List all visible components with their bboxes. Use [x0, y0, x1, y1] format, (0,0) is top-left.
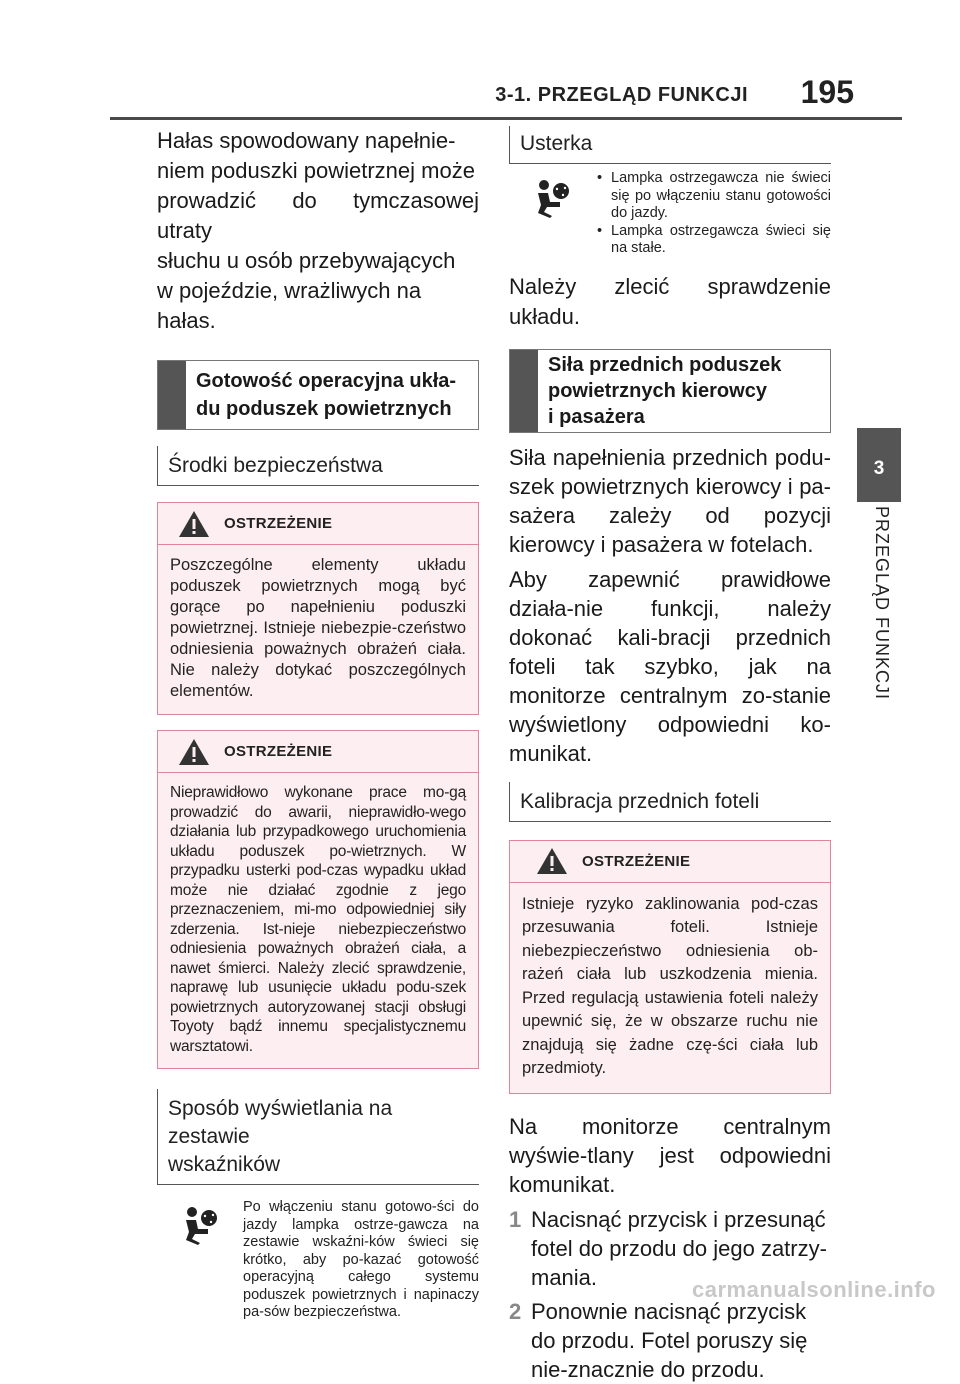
intro-line: Hałas spowodowany napełnie-	[157, 128, 456, 153]
header-divider	[110, 117, 902, 120]
left-column	[157, 126, 479, 1322]
fault-action: Należy zlecić sprawdzenie układu.	[509, 273, 831, 329]
airbag-warning-icon	[509, 170, 595, 218]
step-text: Ponownie nacisnąć przycisk do przodu. Fotel poruszy się nie-znacznie do przodu.	[531, 1298, 808, 1382]
warning-box-seat-pinch	[509, 840, 831, 1094]
heading-bar	[158, 361, 186, 429]
intro-line: w pojeździe, wrażliwych na hałas.	[157, 278, 422, 333]
intro-line: prowadzić do tymczasowej utraty	[157, 188, 479, 243]
force-paragraph: Siła napełnienia przednich podu-szek powietrznych kierowcy i pa-sażera zależy od pozycji kierowcy i pasażera w fotelach.	[509, 444, 831, 557]
warning-box-hot-parts	[157, 502, 479, 715]
chapter-label: PRZEGLĄD FUNKCJI	[872, 506, 892, 701]
warning-label: OSTRZEŻENIE	[224, 743, 333, 760]
chapter-tab: 3	[857, 428, 901, 502]
intro-line: niem poduszki powietrznej może	[157, 158, 475, 183]
airbag-warning-icon	[157, 1199, 243, 1245]
indicator-info	[157, 1199, 479, 1322]
warning-label: OSTRZEŻENIE	[582, 852, 691, 870]
warning-triangle-icon	[178, 510, 210, 538]
heading-bar	[510, 350, 538, 432]
fault-list	[595, 170, 831, 258]
watermark: carmanualsonline.info	[692, 1277, 936, 1302]
warning-triangle-icon	[536, 847, 568, 875]
heading-airbag-readiness	[157, 360, 479, 430]
warning-box-repair	[157, 730, 479, 1069]
subheading-indicator-display	[157, 1089, 479, 1185]
intro-line: słuchu u osób przebywających	[157, 248, 456, 273]
warning-triangle-icon	[178, 738, 210, 766]
subheading-line: Sposób wyświetlania na zestawie	[168, 1097, 393, 1148]
step-text: Nacisnąć przycisk i przesunąć fotel do przodu do jego zatrzy-mania.	[531, 1206, 827, 1290]
indicator-text: Po włączeniu stanu gotowo-ści do jazdy lampka ostrze-gawcza na zestawie wskaźni-ków świeci się krótko, aby po-kazać gotowość operacyjną całego systemu poduszek powietrznych i napinaczy pa-sów bezpieczeństwa.	[243, 1199, 479, 1320]
heading-front-airbag-force	[509, 349, 831, 433]
warning-text: Istnieje ryzyko zaklinowania pod-czas przesuwania foteli. Istnieje niebezpieczeństwo odniesienia ob-rażeń ciała lub uszkodzenia mienia. Przed regulacją ustawienia foteli należy upewnić się, że w obszarze ruchu nie znajdują się żadne czę-ści ciała lub przedmioty.	[522, 894, 818, 1077]
right-column	[509, 126, 831, 1384]
warning-label: OSTRZEŻENIE	[224, 515, 333, 532]
monitor-paragraph: Na monitorze centralnym wyświe-tlany jest odpowiedni komunikat.	[509, 1113, 831, 1197]
page-number: 195	[800, 74, 854, 110]
heading-line: powietrznych kierowcy	[548, 379, 767, 402]
heading-line: du poduszek powietrznych	[196, 398, 452, 420]
subheading-fault: Usterka	[509, 126, 831, 164]
warning-text: Nieprawidłowo wykonane prace mo-gą prowadzić do awarii, nieprawidło-wego działania lub przypadkowego uruchomienia układu poduszek po-wietrznych. W przypadku usterki pod-czas wypadku układ może nie działać zgodnie z jego przeznaczeniem, mi-mo odpowiedniej siły zderzenia. Ist-nieje niebezpieczeństwo odniesienia poważnych obrażeń ciała, a nawet śmierci. Należy zlecić sprawdzenie, naprawę lub usunięcie układu podu-szek powietrznych autoryzowanej stacji obsługi Toyoty bądź innemu specjalistycznemu warsztatowi.	[170, 784, 466, 1055]
warning-text: Poszczególne elementy układu poduszek powietrznych mogą być gorące po napełnieniu poduszki powietrznej. Istnieje niebezpie-czeństwo odniesienia poważnych obrażeń ciała. Nie należy dotykać poszczególnych elementów.	[170, 556, 466, 700]
step-number: 2	[509, 1298, 522, 1324]
step-item	[509, 1297, 831, 1384]
heading-line: Siła przednich poduszek	[548, 353, 782, 376]
subheading-line: wskaźników	[168, 1153, 281, 1176]
heading-line: i pasażera	[548, 405, 645, 428]
heading-line: Gotowość operacyjna ukła-	[196, 370, 457, 392]
subheading-safety: Środki bezpieczeństwa	[157, 446, 479, 486]
fault-item: • Lampka ostrzegawcza nie świeci się po włączeniu stanu gotowości do jazdy.	[595, 170, 831, 223]
function-paragraph: Aby zapewnić prawidłowe działa-nie funkcji, należy dokonać kali-bracji przednich foteli tak szybko, jak na monitorze centralnym zo-stanie wyświetlony odpowiedni ko-munikat.	[509, 566, 831, 766]
section-title: 3-1. PRZEGLĄD FUNKCJI	[495, 84, 748, 106]
subheading-calibration: Kalibracja przednich foteli	[509, 782, 831, 822]
page-header	[0, 0, 960, 120]
intro-paragraph	[157, 126, 479, 336]
fault-item: • Lampka ostrzegawcza świeci się na stałe.	[595, 223, 831, 258]
fault-info	[509, 170, 831, 258]
step-number: 1	[509, 1206, 522, 1232]
